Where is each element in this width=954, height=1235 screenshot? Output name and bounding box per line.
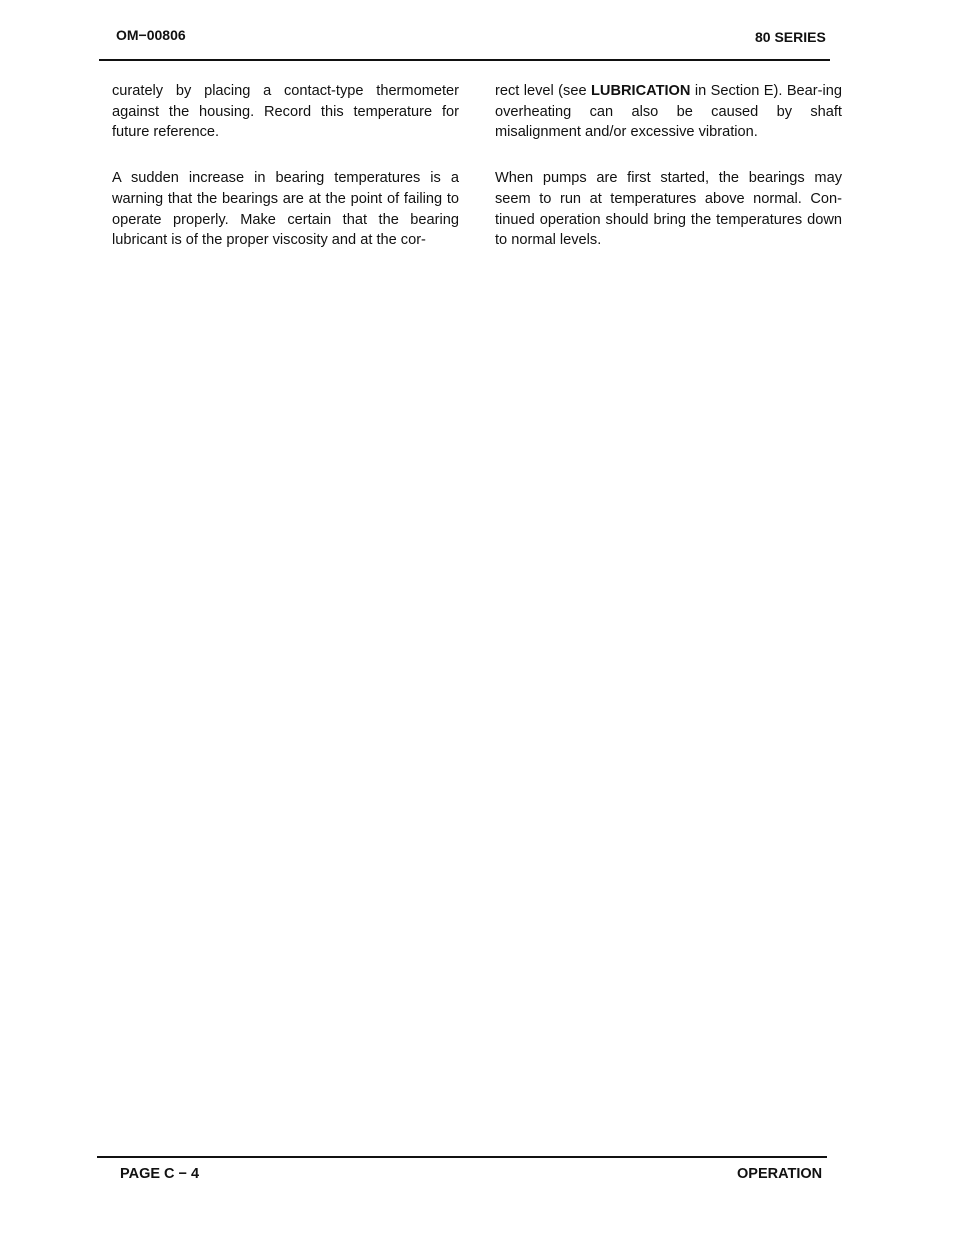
paragraph: When pumps are first started, the bearings may seem to run at temperatures above normal. Con-tinued operation should bring the temperatures down to normal levels. [495,170,842,249]
paragraph-text: rect level (see [495,83,591,99]
lubrication-reference: LUBRICATION [591,83,691,99]
header-rule [99,59,830,61]
right-column [495,81,842,276]
page-number: PAGE C − 4 [120,1166,200,1182]
footer-rule [97,1156,827,1158]
section-title: OPERATION [737,1166,823,1182]
left-column [112,81,459,276]
paragraph: curately by placing a contact-type thermometer against the housing. Record this temperature for future reference. [112,83,459,141]
paragraph-text: in Section E). Bear-ing overheating can also be caused by shaft misalignment and/or excessive vibration. [495,83,842,141]
series-title: 80 SERIES [755,29,826,45]
paragraph: A sudden increase in bearing temperatures is a warning that the bearings are at the point of failing to operate properly. Make certain that the bearing lubricant is of the proper viscosity and at the cor- [112,170,459,249]
document-number: OM−00806 [116,27,186,43]
paragraph [495,81,842,143]
